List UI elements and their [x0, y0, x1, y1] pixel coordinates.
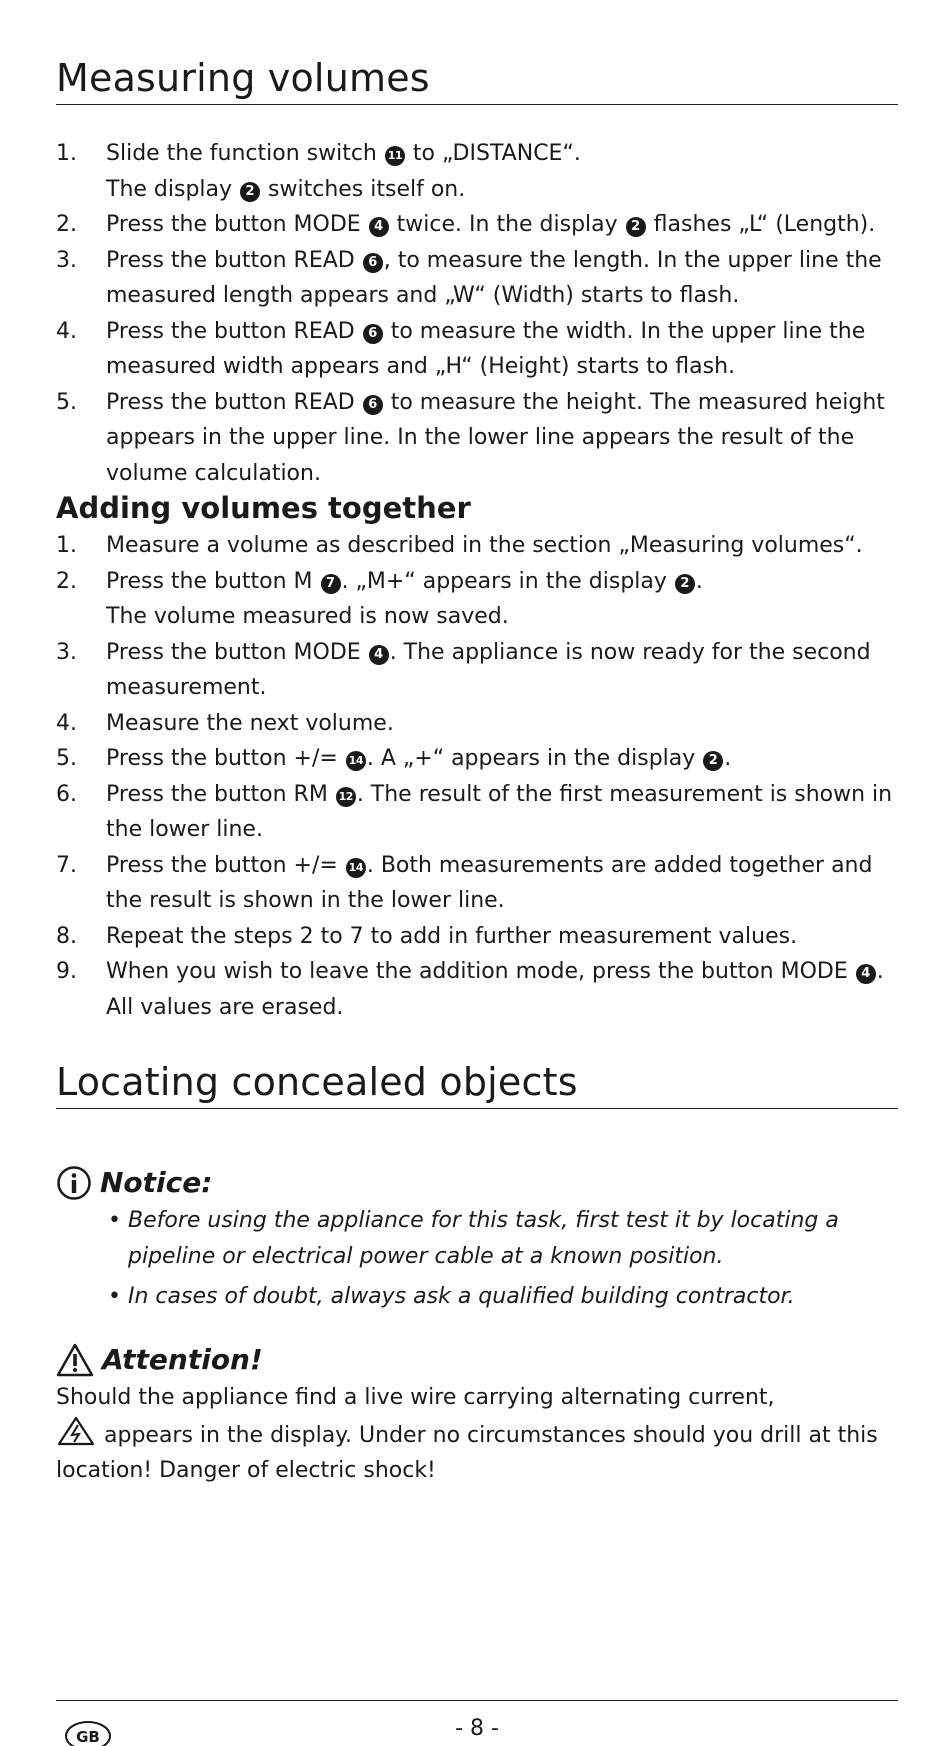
list-item: 3. Press the button READ 6 , to measure the length. In the upper line the measured length appears and „W“ (Width) starts to flash. [56, 243, 898, 314]
step-number: 1. [56, 141, 77, 166]
list-item: 8. Repeat the steps 2 to 7 to add in further measurement values. [56, 919, 898, 955]
step-number: 9. [56, 959, 77, 984]
subsection-title-adding-volumes: Adding volumes together [56, 491, 471, 525]
step-number: 1. [56, 533, 77, 558]
list-item: 2. Press the button MODE 4 twice. In the display 2 flashes „L“ (Length). [56, 207, 898, 243]
list-item: • In cases of doubt, always ask a qualified building contractor. [108, 1279, 898, 1315]
step-number: 3. [56, 639, 77, 665]
country-badge-label: GB [76, 1728, 100, 1746]
callout-marker: 7 [321, 574, 341, 594]
list-item: 4. Press the button READ 6 to measure the width. In the upper line the measured width appears and „H“ (Height) starts to flash. [56, 314, 898, 385]
footer-divider [56, 1700, 898, 1701]
callout-marker: 14 [346, 751, 366, 771]
notice-list [108, 1203, 898, 1320]
attention-heading [56, 1340, 263, 1380]
page-number: - 8 - [455, 1716, 499, 1741]
list-item: 7. Press the button +/= 14 . Both measurements are added together and the result is shown in the lower line. [56, 848, 898, 919]
high-voltage-warning-icon [56, 1416, 96, 1446]
attention-text: Should the appliance find a live wire carrying alternating current, appears in the display. Under no circumstances should you drill at this location! Danger of electric shock! [56, 1385, 878, 1483]
step-number: 6. [56, 781, 77, 807]
list-item: 9. When you wish to leave the addition mode, press the button MODE 4 . All values are erased. [56, 954, 898, 1025]
info-icon [56, 1165, 92, 1201]
callout-marker: 2 [240, 182, 260, 202]
list-item: • Before using the appliance for this task, first test it by locating a pipeline or electrical power cable at a known position. [108, 1203, 898, 1274]
step-number: 2. [56, 212, 77, 237]
callout-marker: 6 [363, 253, 383, 273]
step-number: 5. [56, 389, 77, 415]
callout-marker: 14 [346, 858, 366, 878]
list-item: 5. Press the button READ 6 to measure the height. The measured height appears in the upper line. In the lower line appears the result of the volume calculation. [56, 385, 898, 492]
step-number: 4. [56, 710, 77, 736]
callout-marker: 4 [369, 645, 389, 665]
callout-marker: 2 [703, 751, 723, 771]
callout-marker: 6 [363, 324, 383, 344]
step-number: 3. [56, 247, 77, 273]
callout-marker: 12 [336, 787, 356, 807]
step-number: 8. [56, 923, 77, 949]
notice-heading [56, 1163, 212, 1203]
step-number: 4. [56, 318, 77, 344]
callout-marker: 4 [856, 964, 876, 984]
step-number: 5. [56, 746, 77, 771]
list-item: 1. Measure a volume as described in the section „Measuring volumes“. [56, 528, 898, 564]
callout-marker: 2 [675, 574, 695, 594]
list-item: 3. Press the button MODE 4 . The appliance is now ready for the second measurement. [56, 635, 898, 706]
step-number: 2. [56, 568, 77, 594]
list-item: 6. Press the button RM 12 . The result of the first measurement is shown in the lower line. [56, 777, 898, 848]
attention-title: Attention! [102, 1343, 263, 1376]
callout-marker: 2 [626, 217, 646, 237]
list-item: 2. Press the button M 7 . „M+“ appears in the display 2 . The volume measured is now saved. [56, 564, 898, 635]
list-item: 1. Slide the function switch 11 to „DISTANCE“. The display 2 switches itself on. [56, 136, 898, 207]
notice-title: Notice: [100, 1166, 213, 1199]
measuring-steps-list [56, 136, 898, 491]
section-title-locating-concealed-objects: Locating concealed objects [56, 1060, 898, 1109]
callout-marker: 11 [385, 146, 405, 166]
warning-icon [56, 1343, 94, 1377]
callout-marker: 4 [369, 217, 389, 237]
adding-steps-list [56, 528, 898, 1025]
section-title-measuring-volumes: Measuring volumes [56, 56, 898, 105]
list-item: 4. Measure the next volume. [56, 706, 898, 742]
list-item: 5. Press the button +/= 14 . A „+“ appears in the display 2 . [56, 741, 898, 777]
step-number: 7. [56, 852, 77, 878]
callout-marker: 6 [363, 395, 383, 415]
